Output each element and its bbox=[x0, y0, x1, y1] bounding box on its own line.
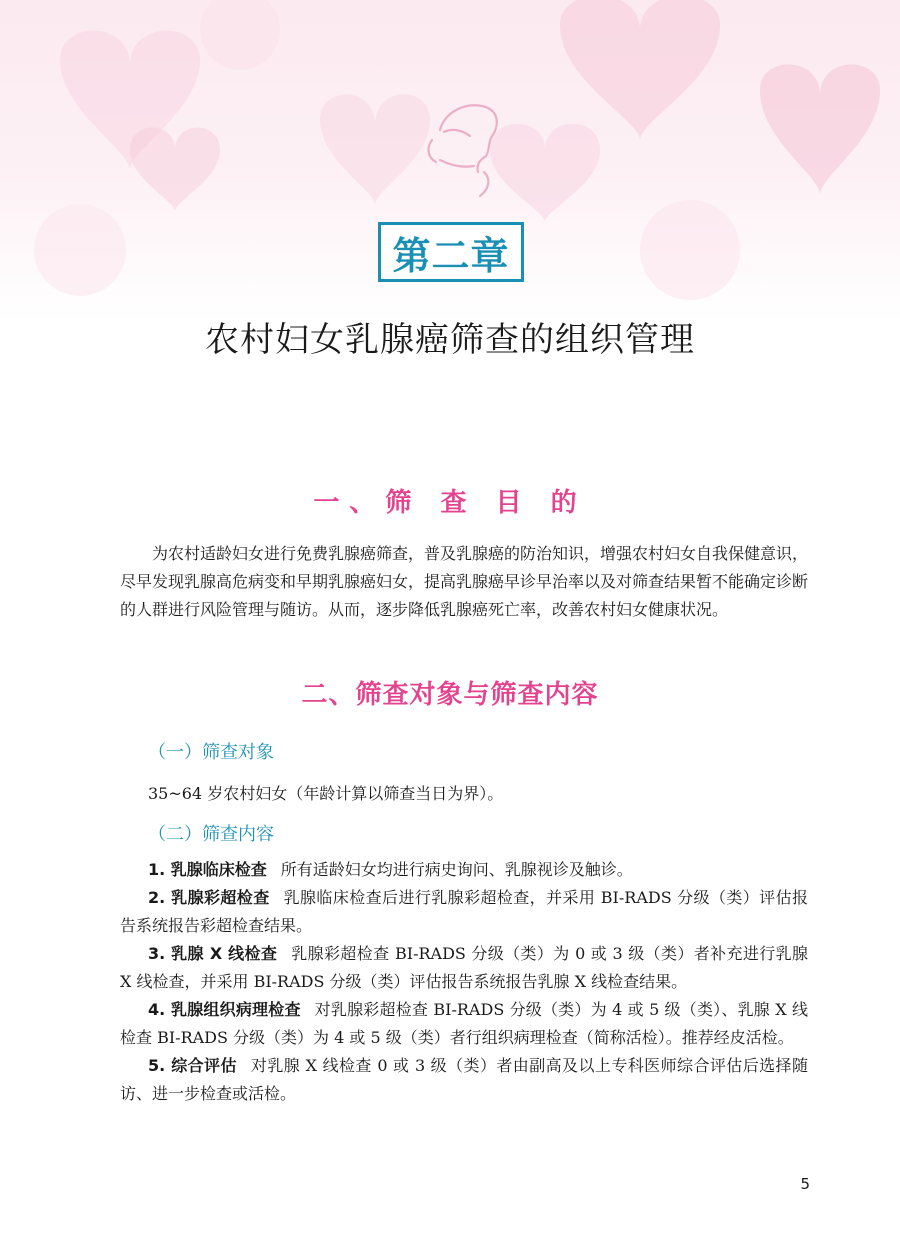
subsection-heading-targets: （一）筛查对象 bbox=[148, 742, 274, 763]
woman-silhouette-icon bbox=[429, 105, 497, 196]
list-item-text: 乳腺临床检查后进行乳腺彩超检查，并采用 BI-RADS 分级（类）评估报告系统报告彩超检查结果。 bbox=[120, 888, 808, 935]
list-item-text: 对乳腺彩超检查 BI-RADS 分级（类）为 4 或 5 级（类）、乳腺 X 线检查 BI-RADS 分级（类）为 4 或 5 级（类）者行组织病理检查（简称活检）。推荐经皮活检。 bbox=[120, 1000, 808, 1047]
subsection-heading-content: （二）筛查内容 bbox=[148, 824, 274, 845]
list-item-text: 乳腺彩超检查 BI-RADS 分级（类）为 0 或 3 级（类）者补充进行乳腺 X 线检查，并采用 BI-RADS 分级（类）评估报告系统报告乳腺 X 线检查结果。 bbox=[120, 944, 808, 991]
section-heading-targets-content: 二、筛查对象与筛查内容 bbox=[301, 680, 599, 710]
targets-text: 35~64 岁农村妇女（年龄计算以筛查当日为界）。 bbox=[148, 784, 504, 803]
list-item-label: 4. 乳腺组织病理检查 bbox=[148, 1000, 301, 1019]
list-item-text: 对乳腺 X 线检查 0 或 3 级（类）者由副高及以上专科医师综合评估后选择随访、进一步检查或活检。 bbox=[120, 1056, 808, 1103]
screening-content-list bbox=[120, 856, 808, 1108]
list-item-label: 1. 乳腺临床检查 bbox=[148, 860, 267, 879]
list-item bbox=[120, 884, 808, 940]
list-item-text: 所有适龄妇女均进行病史询问、乳腺视诊及触诊。 bbox=[280, 860, 633, 879]
list-item bbox=[120, 996, 808, 1052]
list-item-label: 3. 乳腺 X 线检查 bbox=[148, 944, 278, 963]
purpose-paragraph: 为农村适龄妇女进行免费乳腺癌筛查，普及乳腺癌的防治知识，增强农村妇女自我保健意识，尽早发现乳腺高危病变和早期乳腺癌妇女，提高乳腺癌早诊早治率以及对筛查结果暂不能确定诊断的人群进行风险管理与随访。从而，逐步降低乳腺癌死亡率，改善农村妇女健康状况。 bbox=[120, 544, 809, 619]
page-number: 5 bbox=[800, 1175, 810, 1193]
section-heading-purpose: 一、筛 查 目 的 bbox=[313, 488, 587, 518]
list-item bbox=[120, 856, 808, 884]
list-item-label: 5. 综合评估 bbox=[148, 1056, 237, 1075]
chapter-title: 农村妇女乳腺癌筛查的组织管理 bbox=[205, 320, 695, 360]
chapter-label-box bbox=[378, 222, 524, 282]
list-item-label: 2. 乳腺彩超检查 bbox=[148, 888, 270, 907]
chapter-label: 第二章 bbox=[392, 233, 510, 278]
list-item bbox=[120, 940, 808, 996]
list-item bbox=[120, 1052, 808, 1108]
